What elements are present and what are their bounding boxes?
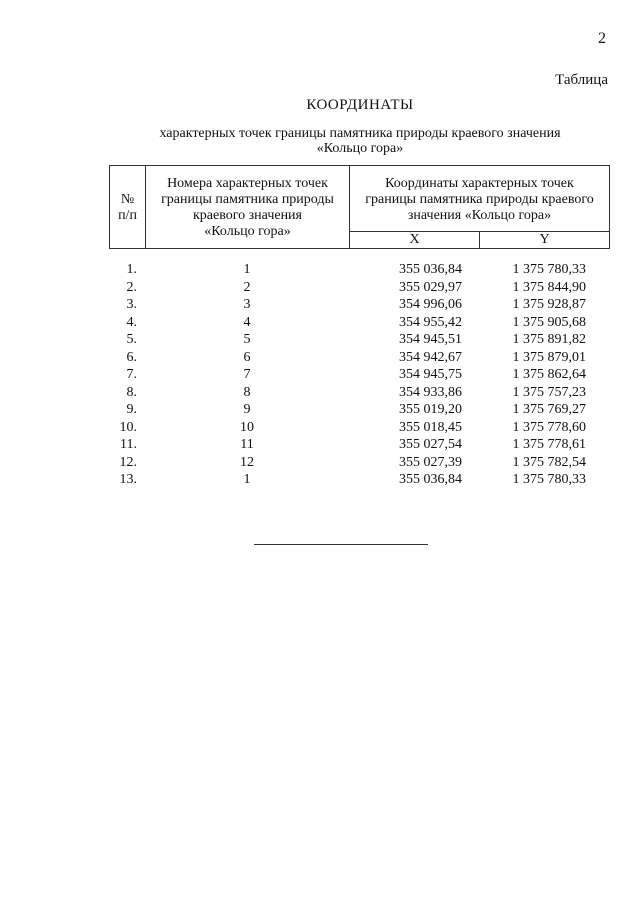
row-number: 4. [126,314,137,330]
row-number: 13. [119,472,137,487]
table-row [109,384,610,402]
point-number: 6 [243,349,251,365]
point-number: 7 [243,367,251,382]
coordinate-y: 1 375 782,54 [512,454,586,470]
point-number: 5 [243,332,251,347]
coordinate-y: 1 375 780,33 [512,262,586,277]
header-text: Координаты характерных точек [385,176,574,191]
table-row [109,279,610,297]
table-row [109,261,610,279]
header-coordinates [350,166,609,232]
coordinate-y: 1 375 905,68 [512,314,586,330]
row-number: 2. [126,279,137,295]
coordinate-x: 355 029,97 [399,279,462,295]
table-row [109,296,610,314]
coordinate-x: 355 018,45 [399,419,462,435]
table-row [109,331,610,349]
coordinate-y: 1 375 844,90 [512,279,586,295]
point-number: 12 [240,454,254,470]
point-number: 11 [240,437,254,452]
header-point-numbers [146,166,350,248]
table-row [109,401,610,419]
header-text: границы памятника природы краевого [365,192,594,207]
page-number: 2 [598,30,606,47]
header-text: краевого значения [193,208,302,223]
header-y: Y [539,232,550,247]
coordinate-y: 1 375 769,27 [512,402,586,417]
table-row [109,436,610,454]
coordinate-y: 1 375 780,33 [512,472,586,487]
header-text: Номера характерных точек [167,176,328,191]
coordinate-x: 354 942,67 [399,349,462,365]
point-number: 9 [243,402,251,417]
coordinate-x: 354 933,86 [399,384,462,400]
row-number: 8. [126,384,137,400]
coordinate-y: 1 375 928,87 [512,297,586,312]
coordinate-x: 355 027,39 [399,454,462,470]
row-number: 3. [126,297,137,312]
table-row [109,366,610,384]
document-subtitle [120,126,600,156]
header-text: границы памятника природы [161,192,334,207]
row-number: 11. [120,437,137,452]
coordinate-x: 355 027,54 [399,437,462,452]
row-number: 5. [126,332,137,347]
coordinate-y: 1 375 879,01 [512,349,586,365]
header-text: значения «Кольцо гора» [407,208,552,223]
separator-line [254,544,428,545]
point-number: 8 [243,384,251,400]
table-label: Таблица [555,72,608,88]
point-number: 4 [243,314,251,330]
table-row [109,314,610,332]
table-body [109,261,610,489]
row-number: 1. [126,262,137,277]
table-row [109,419,610,437]
coordinate-x: 354 996,06 [399,297,462,312]
point-number: 1 [243,262,251,277]
row-number: 6. [126,349,137,365]
row-number: 12. [119,454,137,470]
coordinate-x: 355 036,84 [399,472,462,487]
header-text: п/п [118,208,137,223]
coordinate-x: 354 955,42 [399,314,462,330]
point-number: 10 [240,419,254,435]
point-number: 1 [243,472,251,487]
row-number: 9. [126,402,137,417]
coordinate-x: 354 945,51 [399,332,462,347]
coordinate-x: 355 019,20 [399,402,462,417]
coordinate-y: 1 375 891,82 [512,332,586,347]
table-row [109,471,610,489]
header-x: X [350,232,480,248]
point-number: 2 [243,279,251,295]
header-text: № [120,192,135,207]
table-row [109,454,610,472]
coordinate-y: 1 375 862,64 [512,367,586,382]
table-header [109,165,610,249]
document-title: КООРДИНАТЫ [306,97,414,113]
header-number [110,166,146,248]
subtitle-line: «Кольцо гора» [316,141,404,156]
coordinate-y: 1 375 757,23 [512,384,586,400]
coordinate-y: 1 375 778,61 [512,437,586,452]
coordinate-y: 1 375 778,60 [512,419,586,435]
coordinate-x: 355 036,84 [399,262,462,277]
header-text: «Кольцо гора» [204,224,291,239]
point-number: 3 [243,297,251,312]
subtitle-line: характерных точек границы памятника природы краевого значения [159,126,561,141]
coordinate-x: 354 945,75 [399,367,462,382]
row-number: 10. [119,419,137,435]
table-row [109,349,610,367]
row-number: 7. [126,367,137,382]
